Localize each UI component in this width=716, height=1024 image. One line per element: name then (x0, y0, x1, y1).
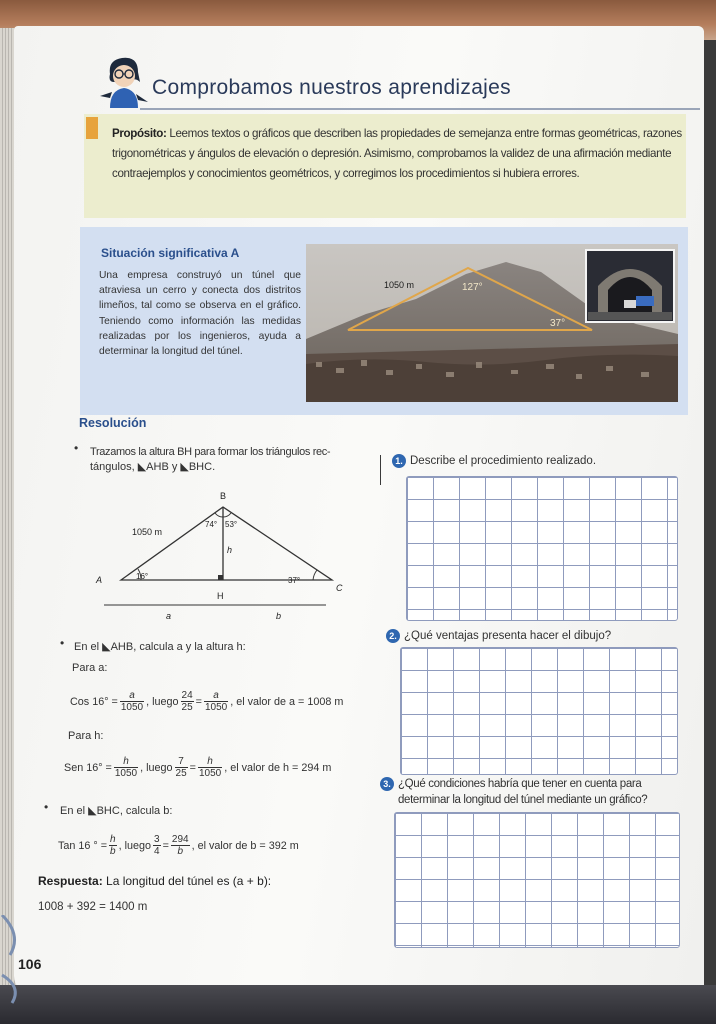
eq-a-eqsign: = (195, 695, 202, 708)
question-1-text: Describe el procedimiento realizado. (410, 455, 597, 468)
eq-b-frac1 (109, 834, 117, 857)
page-title: Comprobamos nuestros aprendizajes (152, 76, 511, 99)
purpose-label: Propósito: (112, 127, 167, 140)
answer-line (38, 874, 271, 888)
eq-b-f2-den: 4 (154, 846, 160, 857)
resolution-title: Resolución (79, 416, 147, 430)
eq-h-f1-den: 1050 (114, 768, 138, 779)
step3-intro: En el ◣BHC, calcula b: (60, 805, 173, 817)
question-2-number: 2. (386, 629, 400, 643)
eq-a-f1-num: a (120, 690, 144, 702)
situation-text: Una empresa construyó un túnel que atraviesa un cerro y conecta dos distritos limeños, tal como se observa en el gráfico. Teniendo como información las medidas realizadas por los ingenieros, ayuda a determinar la longitud del túnel. (99, 270, 301, 358)
question-3-line1: ¿Qué condiciones habría que tener en cuenta para (398, 778, 642, 791)
eq-a-f1-den: 1050 (120, 702, 144, 713)
eq-b-frac3 (171, 834, 190, 857)
right-angle-marker (218, 575, 223, 580)
label-side: 1050 m (132, 527, 163, 537)
label-b: b (276, 611, 282, 621)
label-h: h (227, 545, 233, 555)
answer-grid-2[interactable] (400, 647, 678, 775)
angle-C-arc (313, 570, 317, 580)
eq-a-f2-num: 24 (181, 690, 193, 701)
photo-top-angle: 127° (462, 282, 483, 293)
label-B: B (219, 491, 227, 501)
eq-h-fn: Sen 16° = (64, 761, 112, 774)
para-a-label: Para a: (72, 662, 108, 674)
bullet-2: • (60, 636, 65, 650)
eq-b-fn: Tan 16 ° = (58, 839, 108, 852)
step1-line1: Trazamos la altura BH para formar los triángulos rec- (90, 446, 331, 458)
question-1-number: 1. (392, 454, 406, 468)
label-a: a (166, 611, 172, 621)
eq-a-result: , el valor de a = 1008 m (230, 695, 344, 708)
equation-a (70, 690, 343, 713)
equation-h (64, 756, 331, 779)
eq-a-frac3 (204, 690, 228, 713)
label-angle-C: 37° (288, 576, 301, 585)
label-C: C (336, 583, 343, 593)
eq-a-frac2 (181, 690, 194, 713)
eq-b-f3-num: 294 (171, 834, 189, 845)
page-number: 106 (18, 956, 42, 972)
eq-a-luego: , luego (146, 695, 179, 708)
eq-h-f3-den: 1050 (198, 768, 222, 779)
equation-b (58, 834, 299, 857)
label-angle-A: 16° (136, 572, 149, 581)
triangle-diagram (90, 485, 350, 625)
eq-b-result: , el valor de b = 392 m (191, 839, 299, 852)
para-h-label: Para h: (68, 730, 104, 742)
bullet-3: • (44, 800, 49, 814)
eq-h-f2-den: 25 (175, 768, 187, 779)
label-H: H (217, 591, 224, 601)
step2-intro: En el ◣AHB, calcula a y la altura h: (74, 641, 246, 653)
title-underline (140, 108, 700, 110)
student-mascot-icon (96, 52, 152, 110)
eq-b-f1-num: h (110, 834, 116, 845)
purpose-body: Leemos textos o gráficos que describen las propiedades de semejanza entre formas geométricas, razones trigonométricas y ángulos de elevación o depresión. Asimismo, comprobamos la validez de una afirmación mediante contraejemplos y conocimientos geométricos, y corregimos los procedimientos si hubiera errores. (112, 127, 682, 180)
eq-b-f2-num: 3 (154, 834, 160, 845)
eq-h-eqsign: = (189, 761, 196, 774)
photo-right-angle: 37° (550, 318, 566, 329)
purpose-accent-bar (86, 117, 98, 139)
eq-h-result: , el valor de h = 294 m (224, 761, 332, 774)
eq-h-f2-num: 7 (175, 756, 188, 768)
question-1 (392, 454, 596, 468)
tunnel-hill-photo (306, 244, 678, 402)
eq-b-frac2 (153, 834, 161, 857)
eq-h-f1-num: h (114, 756, 138, 768)
eq-h-frac2 (175, 756, 188, 779)
eq-h-frac1 (114, 756, 138, 779)
eq-b-luego: , luego (118, 839, 152, 852)
column-divider (380, 455, 381, 485)
situation-title: Situación significativa A (101, 246, 240, 260)
label-A: A (96, 575, 103, 585)
label-angle-B2: 53° (225, 520, 238, 529)
question-2-text: ¿Qué ventajas presenta hacer el dibujo? (404, 630, 612, 643)
label-angle-B1: 74° (205, 520, 218, 529)
question-2 (386, 629, 611, 643)
purpose-text (112, 124, 686, 184)
eq-h-frac3 (198, 756, 222, 779)
eq-b-f1-den: b (110, 846, 116, 857)
eq-a-f3-den: 1050 (204, 702, 228, 713)
eq-a-f2-den: 25 (181, 702, 193, 713)
answer-text: La longitud del túnel es (a + b): (106, 874, 272, 888)
eq-h-luego: , luego (140, 761, 173, 774)
photo-background-bottom (0, 985, 716, 1024)
eq-a-f3-num: a (204, 690, 228, 702)
eq-a-frac1 (120, 690, 144, 713)
eq-a-fn: Cos 16° = (70, 695, 118, 708)
answer-label: Respuesta: (38, 874, 103, 888)
eq-b-eqsign: = (162, 839, 169, 852)
question-3-number: 3. (380, 777, 394, 791)
question-3 (380, 777, 641, 791)
photo-side-label: 1050 m (384, 280, 415, 290)
answer-grid-1[interactable] (406, 476, 678, 621)
bullet-1: • (74, 441, 79, 455)
eq-h-f3-num: h (198, 756, 222, 768)
question-3-line2: determinar la longitud del túnel mediante un gráfico? (398, 794, 648, 806)
triangle-ABC (121, 507, 332, 580)
eq-b-f3-den: b (177, 846, 184, 857)
answer-calc: 1008 + 392 = 1400 m (38, 901, 148, 913)
answer-grid-3[interactable] (394, 812, 680, 948)
step1-line2: tángulos, ◣AHB y ◣BHC. (90, 461, 216, 473)
